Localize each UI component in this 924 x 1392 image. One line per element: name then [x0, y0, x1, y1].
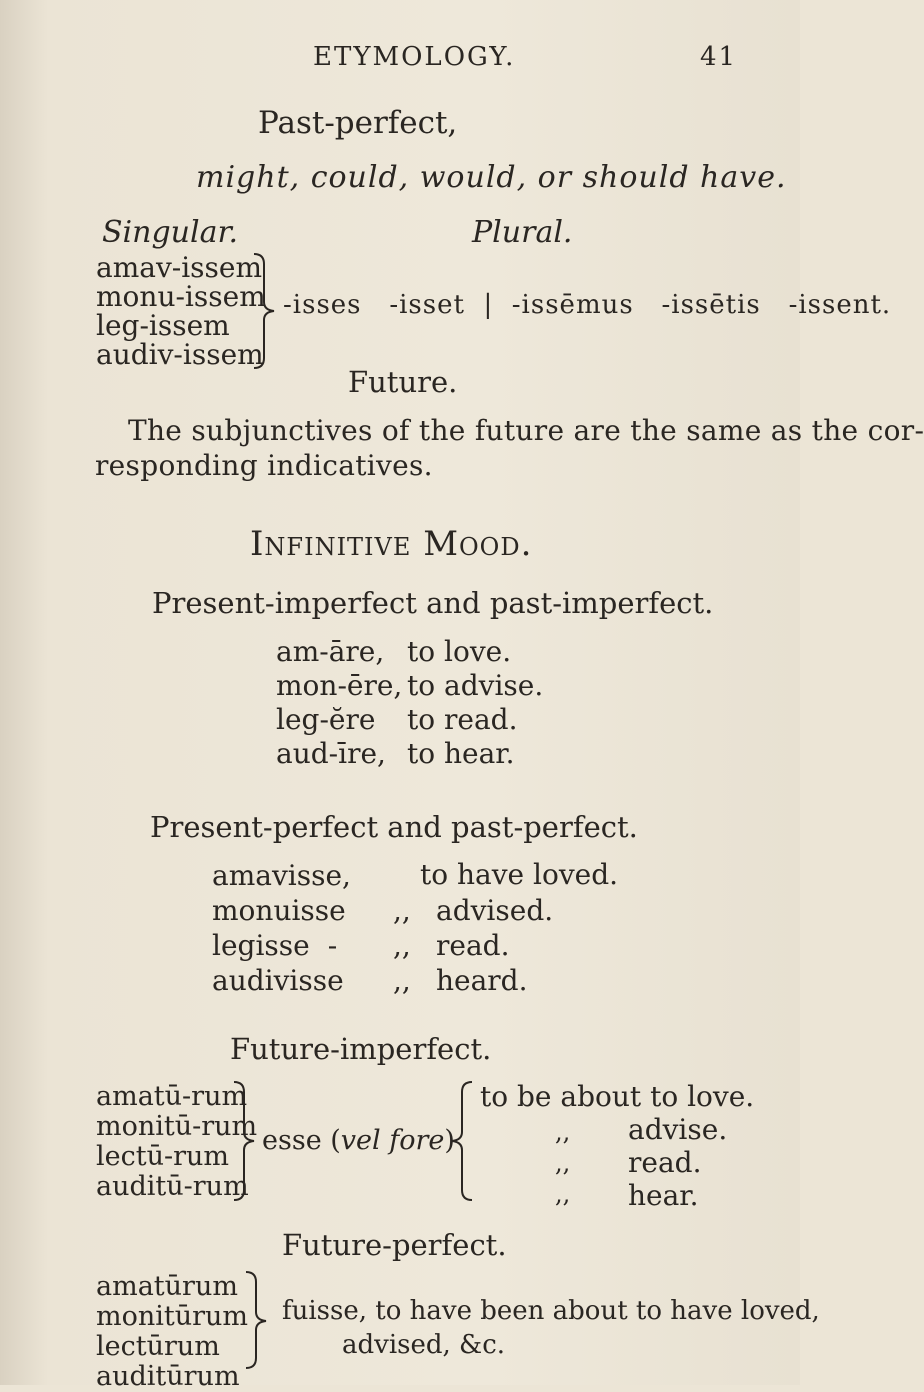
plural-label: Plural.	[472, 215, 573, 250]
future-imperfect-heading: Future-imperfect.	[230, 1032, 492, 1066]
future-imperfect-english-column	[628, 1113, 727, 1212]
header-title: ETYMOLOGY.	[313, 42, 516, 72]
future-perfect-line1: fuisse, to have been about to have loved,	[282, 1296, 820, 1326]
left-brace-icon	[450, 1080, 474, 1202]
ditto-mark: ,,	[393, 894, 411, 927]
stem-leg: leg-issem	[96, 309, 230, 342]
stem-amaturum: amatūrum	[96, 1271, 238, 1302]
ending-issemus: -issēmus	[511, 290, 634, 320]
latin-monuisse: monuisse	[212, 894, 346, 927]
ending-issetis: -issētis	[661, 290, 761, 320]
stem-auditu-rum: auditū-rum	[96, 1171, 249, 1202]
future-text-line1: The subjunctives of the future are the same as the cor-	[128, 414, 924, 447]
english-read: read.	[628, 1146, 702, 1179]
stem-monitu-rum: monitū-rum	[96, 1111, 258, 1142]
infinitive-heading: Infinitive Mood.	[250, 524, 533, 564]
latin-amare: am-āre,	[276, 635, 385, 668]
english-advise: advise.	[628, 1113, 728, 1146]
ending-isses: -isses	[283, 290, 362, 320]
stem-lecturum: lectūrum	[96, 1331, 220, 1362]
stem-monu: monu-issem	[96, 280, 266, 313]
latin-monere: mon-ēre,	[276, 669, 403, 702]
present-latin-column	[276, 635, 402, 771]
english-hear: hear.	[628, 1179, 699, 1212]
present-perfect-heading: Present-perfect and past-perfect.	[150, 810, 638, 844]
ditto-mark: ,,	[393, 929, 411, 962]
english-advised: advised.	[436, 894, 554, 927]
right-brace-icon	[232, 1080, 256, 1202]
stem-lectu-rum: lectū-rum	[96, 1141, 229, 1172]
future-perfect-line2: advised, &c.	[342, 1330, 506, 1360]
english-to-love: to love.	[407, 635, 512, 668]
ending-isset: -isset	[389, 290, 465, 320]
ditto-mark: ,,	[393, 964, 411, 997]
english-to-read: to read.	[407, 703, 518, 736]
english-to-be-about-to-love: to be about to love.	[480, 1080, 755, 1113]
past-perfect-heading: Past-perfect,	[258, 105, 458, 141]
future-text-line2: responding indicatives.	[95, 449, 433, 482]
ending-issent: -issent.	[788, 290, 892, 320]
past-perfect-endings	[283, 290, 891, 320]
stem-moniturum: monitūrum	[96, 1301, 249, 1332]
stem-amav: amav-issem	[96, 251, 263, 284]
future-perfect-heading: Future-perfect.	[282, 1228, 507, 1262]
perfect-ditto-column	[393, 893, 411, 998]
future-heading: Future.	[348, 365, 458, 399]
past-perfect-stems	[96, 253, 266, 369]
stem-auditurum: auditūrum	[96, 1361, 240, 1392]
english-to-hear: to hear.	[407, 737, 515, 770]
latin-audivisse: audivisse	[212, 964, 344, 997]
english-to-have-loved: to have loved.	[420, 858, 619, 891]
stem-audiv: audiv-issem	[96, 338, 264, 371]
future-imperfect-ditto-column	[555, 1117, 570, 1210]
english-heard: heard.	[436, 964, 528, 997]
ditto-mark: ,,	[555, 1180, 571, 1208]
ditto-mark: ,,	[555, 1149, 571, 1177]
present-english-column	[407, 635, 543, 771]
latin-legere: leg-ĕre	[276, 703, 376, 736]
past-perfect-subheading: might, could, would, or should have.	[196, 160, 787, 195]
latin-amavisse: amavisse,	[212, 859, 351, 892]
perfect-latin-column	[212, 858, 351, 998]
stem-amatu-rum: amatū-rum	[96, 1081, 248, 1112]
esse-vel-fore: esse (vel fore)	[262, 1125, 455, 1156]
latin-legisse: legisse -	[212, 929, 338, 962]
ditto-mark: ,,	[555, 1118, 571, 1146]
latin-audire: aud-īre,	[276, 737, 386, 770]
singular-label: Singular.	[102, 215, 239, 250]
english-to-advise: to advise.	[407, 669, 544, 702]
english-read: read.	[436, 929, 510, 962]
ending-separator: |	[483, 290, 494, 320]
future-perfect-stems	[96, 1272, 248, 1392]
perfect-english-column	[436, 893, 553, 998]
right-brace-icon	[252, 252, 276, 370]
page-number: 41	[700, 42, 738, 72]
right-brace-icon	[244, 1270, 268, 1370]
present-imperfect-heading: Present-imperfect and past-imperfect.	[152, 586, 714, 620]
